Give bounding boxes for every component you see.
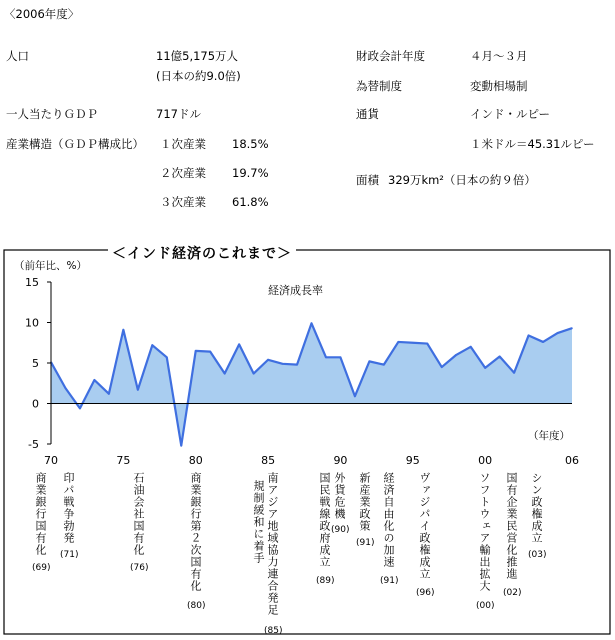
series-label: 経済成長率 (268, 284, 323, 297)
x-axis-label: （年度） (528, 430, 570, 442)
industry-secondary-name: ２次産業 (160, 166, 206, 180)
x-tick-label-90: 90 (333, 454, 348, 467)
data-point-2003 (528, 335, 530, 337)
industry-tertiary-name: ３次産業 (160, 195, 206, 209)
data-point-1998 (455, 354, 457, 356)
x-tick-label-80: 80 (188, 454, 203, 467)
gdp-per-capita-label: 一人当たりＧＤＰ (6, 107, 98, 121)
data-point-1992 (369, 361, 371, 363)
annotation-text-6: 国民戦線政府成立 (318, 472, 331, 568)
fiscal-year-label: 財政会計年度 (356, 49, 425, 63)
x-tick-label-95: 95 (405, 454, 420, 467)
data-point-1976 (137, 389, 139, 391)
currency-label: 通貨 (356, 107, 379, 121)
annotation-year-10: (96) (416, 588, 435, 599)
annotation-text-2: 石油会社国有化 (132, 472, 145, 556)
growth-area (51, 323, 572, 445)
data-point-1979 (180, 445, 182, 447)
chart-title: ＜インド経済のこれまで＞ (108, 243, 296, 263)
annotation-text-1: 印パ戦争勃発 (62, 472, 75, 544)
population-note: (日本の約9.0倍) (156, 69, 241, 83)
data-point-1989 (325, 357, 327, 359)
annotation-text-3: 商業銀行第２次国有化 (189, 472, 202, 592)
data-point-1980 (195, 350, 197, 352)
area-value: 329万km²（日本の約９倍） (388, 173, 536, 187)
annotation-text-7: 外貨危機 (333, 472, 346, 520)
plot-area (25, 276, 579, 467)
population-label: 人口 (6, 49, 29, 63)
industry-primary-pct: 18.5% (232, 137, 269, 151)
x-tick-label-00: 00 (478, 454, 493, 467)
y-tick-label--5: -5 (28, 438, 39, 451)
chart-outer-frame (4, 250, 610, 637)
data-point-1993 (383, 364, 385, 366)
data-point-1997 (441, 366, 443, 368)
currency-value: インド・ルピー (470, 107, 551, 121)
industry-tertiary-pct: 61.8% (232, 195, 269, 209)
data-point-1987 (296, 364, 298, 366)
y-tick-label-10: 10 (25, 316, 39, 330)
annotation-year-13: (03) (528, 550, 547, 561)
exchange-regime-label: 為替制度 (356, 79, 402, 93)
data-point-1977 (152, 344, 154, 346)
fiscal-year-value: ４月～３月 (470, 49, 528, 63)
data-point-2002 (513, 372, 515, 374)
area-label: 面積 (356, 173, 379, 187)
data-point-1984 (253, 373, 255, 375)
data-point-1978 (166, 357, 168, 359)
annotation-year-9: (91) (380, 575, 399, 586)
data-point-1974 (108, 393, 110, 395)
header-year: 〈2006年度〉 (4, 7, 80, 21)
industry-structure-label: 産業構造（ＧＤＰ構成比） (6, 137, 144, 151)
data-point-2006 (571, 327, 573, 329)
data-point-1994 (398, 341, 400, 343)
data-point-1985 (267, 359, 269, 361)
annotation-year-11: (00) (476, 601, 495, 611)
annotation-year-2: (76) (130, 562, 149, 573)
annotation-year-12: (02) (503, 588, 522, 599)
x-tick-label-06: 06 (565, 454, 579, 467)
population-value: 11億5,175万人 (156, 49, 239, 63)
annotation-text-10: ヴァジパイ政権成立 (418, 472, 431, 580)
annotation-text-0: 商業銀行国有化 (34, 472, 47, 556)
data-point-1982 (224, 373, 226, 375)
annotation-text-11: ソフトウェア輸出拡大 (478, 472, 491, 592)
annotation-year-6: (89) (316, 575, 335, 586)
data-point-1996 (426, 343, 428, 345)
data-point-1981 (209, 351, 211, 353)
x-tick-label-85: 85 (261, 454, 276, 467)
data-point-2001 (499, 356, 501, 358)
annotation-year-1: (71) (60, 550, 79, 561)
data-point-1988 (311, 323, 313, 325)
annotation-year-7: (90) (331, 524, 350, 535)
annotation-year-3: (80) (187, 601, 206, 611)
y-axis-label: （前年比、%） (14, 260, 87, 272)
y-tick-label-5: 5 (32, 357, 39, 370)
annotation-text-8: 新産業政策 (358, 472, 371, 532)
y-tick-label-0: 0 (32, 397, 39, 411)
data-point-1991 (354, 395, 356, 397)
data-point-1972 (79, 408, 81, 410)
y-tick-label-15: 15 (25, 276, 39, 289)
data-point-1986 (282, 363, 284, 365)
data-point-1975 (123, 329, 125, 331)
annotation-text-12: 国有企業民営化推進 (505, 472, 518, 580)
annotation-year-4: (85) (264, 626, 283, 637)
annotation-year-8: (91) (356, 537, 375, 548)
gdp-per-capita-value: 717ドル (156, 107, 201, 121)
annotation-text-5: 規制緩和に着手 (252, 480, 265, 564)
annotation-text-4: 南アジア地域協力連合発足 (266, 472, 279, 616)
data-point-2005 (557, 332, 559, 334)
annotation-text-13: シン政権成立 (530, 472, 543, 544)
x-tick-label-70: 70 (44, 454, 58, 467)
x-tick-label-75: 75 (116, 454, 131, 467)
data-point-1973 (94, 379, 96, 381)
exchange-regime-value: 変動相場制 (470, 79, 528, 93)
exchange-rate-value: １米ドル＝45.31ルピー (470, 137, 595, 151)
industry-secondary-pct: 19.7% (232, 166, 269, 180)
data-point-2000 (484, 367, 486, 369)
data-point-1983 (238, 344, 240, 346)
annotation-text-9: 経済自由化の加速 (382, 472, 395, 568)
industry-primary-name: １次産業 (160, 137, 206, 151)
annotation-year-0: (69) (32, 562, 51, 573)
data-point-1990 (340, 357, 342, 359)
data-point-2004 (542, 341, 544, 343)
data-point-1999 (470, 346, 472, 348)
data-point-1971 (65, 387, 67, 389)
data-point-1995 (412, 342, 414, 344)
